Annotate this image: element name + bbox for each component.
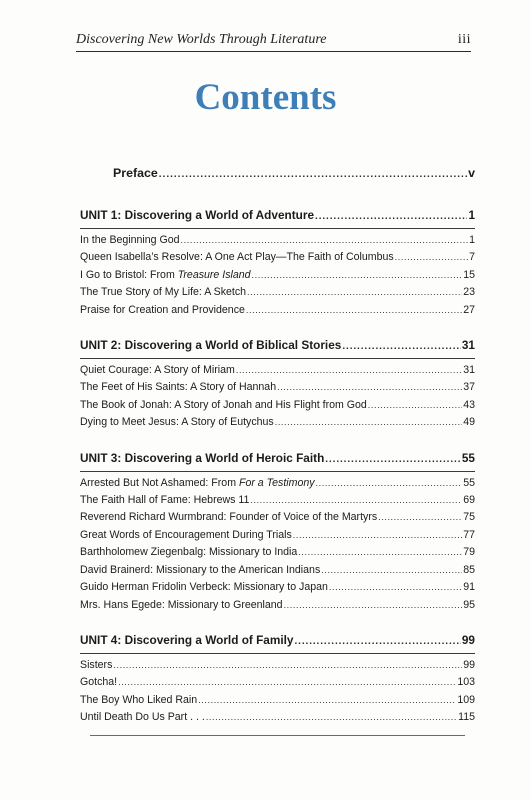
unit-page: 1 — [468, 208, 475, 222]
unit-section — [80, 449, 475, 614]
dot-leader — [325, 451, 461, 469]
entry-title: Reverend Richard Wurmbrand: Founder of Voice of the Martyrs — [80, 511, 378, 524]
entry-title: Dying to Meet Jesus: A Story of Eutychus — [80, 416, 274, 429]
entry-title: The Feet of His Saints: A Story of Hannah — [80, 381, 277, 394]
entry-page: 77 — [463, 528, 475, 541]
entry-title: The Book of Jonah: A Story of Jonah and His Flight from God — [80, 398, 367, 411]
entry-page: 1 — [469, 234, 475, 246]
entry-title: Until Death Do Us Part . . . — [80, 711, 205, 724]
entry-title-italic: For a Testimony — [238, 476, 315, 489]
toc-entry — [80, 249, 475, 266]
entry-page: 7 — [469, 251, 475, 264]
unit-section — [80, 631, 475, 727]
toc-entry — [80, 674, 475, 691]
toc-entry — [80, 414, 475, 431]
table-of-contents — [80, 163, 475, 727]
entry-title: Gotcha! — [80, 676, 118, 689]
toc-entry — [80, 397, 475, 414]
toc-entry — [80, 284, 475, 301]
unit-rule — [80, 358, 475, 359]
unit-title: UNIT 3: Discovering a World of Heroic Faith — [80, 450, 325, 465]
entry-page: 79 — [463, 546, 475, 559]
units-list — [80, 206, 475, 727]
entry-page: 85 — [463, 563, 475, 576]
dot-leader — [294, 633, 460, 651]
entry-title: Barthholomew Ziegenbalg: Missionary to India — [80, 546, 298, 559]
dot-leader — [113, 657, 462, 674]
entry-page: 75 — [463, 511, 475, 524]
toc-entry — [80, 475, 475, 492]
dot-leader — [236, 362, 462, 379]
unit-heading — [80, 449, 475, 469]
dot-leader — [181, 232, 469, 249]
page-number: iii — [457, 32, 471, 47]
entry-title-text: Arrested But Not Ashamed: From — [80, 476, 239, 489]
toc-entry — [80, 562, 475, 579]
entry-title — [80, 267, 251, 284]
toc-entry — [80, 709, 475, 726]
entry-title: Queen Isabella’s Resolve: A One Act Play—The Faith of Columbus — [80, 251, 394, 264]
entry-title: In the Beginning God — [80, 234, 180, 246]
unit-rule — [80, 228, 475, 229]
preface-label: Preface — [113, 166, 158, 180]
dot-leader — [250, 492, 462, 509]
unit-page: 55 — [461, 450, 475, 465]
dot-leader — [246, 302, 462, 319]
toc-entry — [80, 379, 475, 396]
toc-entry — [80, 544, 475, 561]
dot-leader — [206, 709, 457, 726]
dot-leader — [159, 165, 467, 185]
dot-leader — [378, 509, 462, 526]
toc-entry — [80, 267, 475, 284]
unit-page: 99 — [461, 632, 475, 647]
entry-page: 37 — [463, 381, 475, 394]
dot-leader — [321, 562, 462, 579]
unit-heading — [80, 336, 475, 356]
preface-page: v — [468, 166, 475, 180]
entry-title: The True Story of My Life: A Sketch — [80, 286, 247, 299]
entry-page: 91 — [463, 581, 475, 594]
dot-leader — [298, 544, 462, 561]
unit-rule — [80, 471, 475, 472]
dot-leader — [275, 414, 462, 431]
toc-entry — [80, 657, 475, 674]
entry-page: 31 — [463, 364, 475, 377]
dot-leader — [316, 475, 463, 492]
entry-title: Sisters — [80, 658, 113, 671]
entry-page: 23 — [463, 286, 475, 299]
footer-rule — [90, 735, 465, 736]
running-head-title: Discovering New Worlds Through Literature — [76, 32, 327, 47]
entry-page: 69 — [463, 494, 475, 507]
entry-page: 109 — [457, 693, 475, 706]
dot-leader — [277, 379, 462, 396]
entry-title — [80, 475, 315, 492]
dot-leader — [315, 208, 467, 226]
toc-entry — [80, 509, 475, 526]
entry-page: 43 — [463, 398, 475, 411]
entry-title: The Boy Who Liked Rain — [80, 693, 198, 706]
dot-leader — [329, 579, 462, 596]
entry-page: 95 — [463, 598, 475, 611]
dot-leader — [284, 597, 463, 614]
toc-entry — [80, 597, 475, 614]
toc-entry — [80, 302, 475, 319]
entry-title: David Brainerd: Missionary to the American Indians — [80, 563, 321, 576]
entry-title: Quiet Courage: A Story of Miriam — [80, 364, 235, 377]
running-head — [76, 30, 471, 48]
unit-title: UNIT 2: Discovering a World of Biblical Stories — [80, 338, 342, 353]
unit-page: 31 — [461, 338, 475, 353]
toc-entry — [80, 492, 475, 509]
header-rule — [76, 51, 471, 52]
entry-page: 49 — [463, 416, 475, 429]
preface-entry — [80, 163, 475, 185]
dot-leader — [247, 284, 462, 301]
toc-entry — [80, 579, 475, 596]
dot-leader — [252, 267, 463, 284]
entry-title-italic: Treasure Island — [177, 268, 251, 281]
unit-rule — [80, 653, 475, 654]
toc-entry — [80, 232, 475, 249]
unit-heading — [80, 206, 475, 226]
toc-entry — [80, 692, 475, 709]
dot-leader — [293, 527, 462, 544]
page-title: Contents — [194, 77, 337, 118]
unit-title: UNIT 4: Discovering a World of Family — [80, 632, 294, 647]
entry-page: 115 — [458, 711, 475, 724]
entry-page: 15 — [463, 268, 475, 281]
toc-entry — [80, 362, 475, 379]
entry-page: 55 — [463, 476, 475, 489]
unit-section — [80, 206, 475, 319]
dot-leader — [118, 674, 456, 691]
unit-heading — [80, 631, 475, 651]
entry-title: Guido Herman Fridolin Verbeck: Missionary to Japan — [80, 581, 328, 594]
unit-section — [80, 336, 475, 432]
entry-title: Great Words of Encouragement During Trials — [80, 528, 292, 541]
dot-leader — [368, 397, 462, 414]
entry-title: The Faith Hall of Fame: Hebrews 11 — [80, 494, 250, 507]
entry-page: 99 — [463, 658, 475, 671]
entry-page: 103 — [457, 676, 475, 689]
unit-title: UNIT 1: Discovering a World of Adventure — [80, 208, 315, 222]
entry-title: Mrs. Hans Egede: Missionary to Greenland — [80, 598, 283, 611]
entry-title-text: I Go to Bristol: From — [80, 268, 178, 281]
toc-entry — [80, 527, 475, 544]
dot-leader — [395, 249, 468, 266]
entry-title: Praise for Creation and Providence — [80, 303, 245, 316]
entry-page: 27 — [463, 303, 475, 316]
dot-leader — [342, 338, 461, 356]
dot-leader — [198, 692, 456, 709]
